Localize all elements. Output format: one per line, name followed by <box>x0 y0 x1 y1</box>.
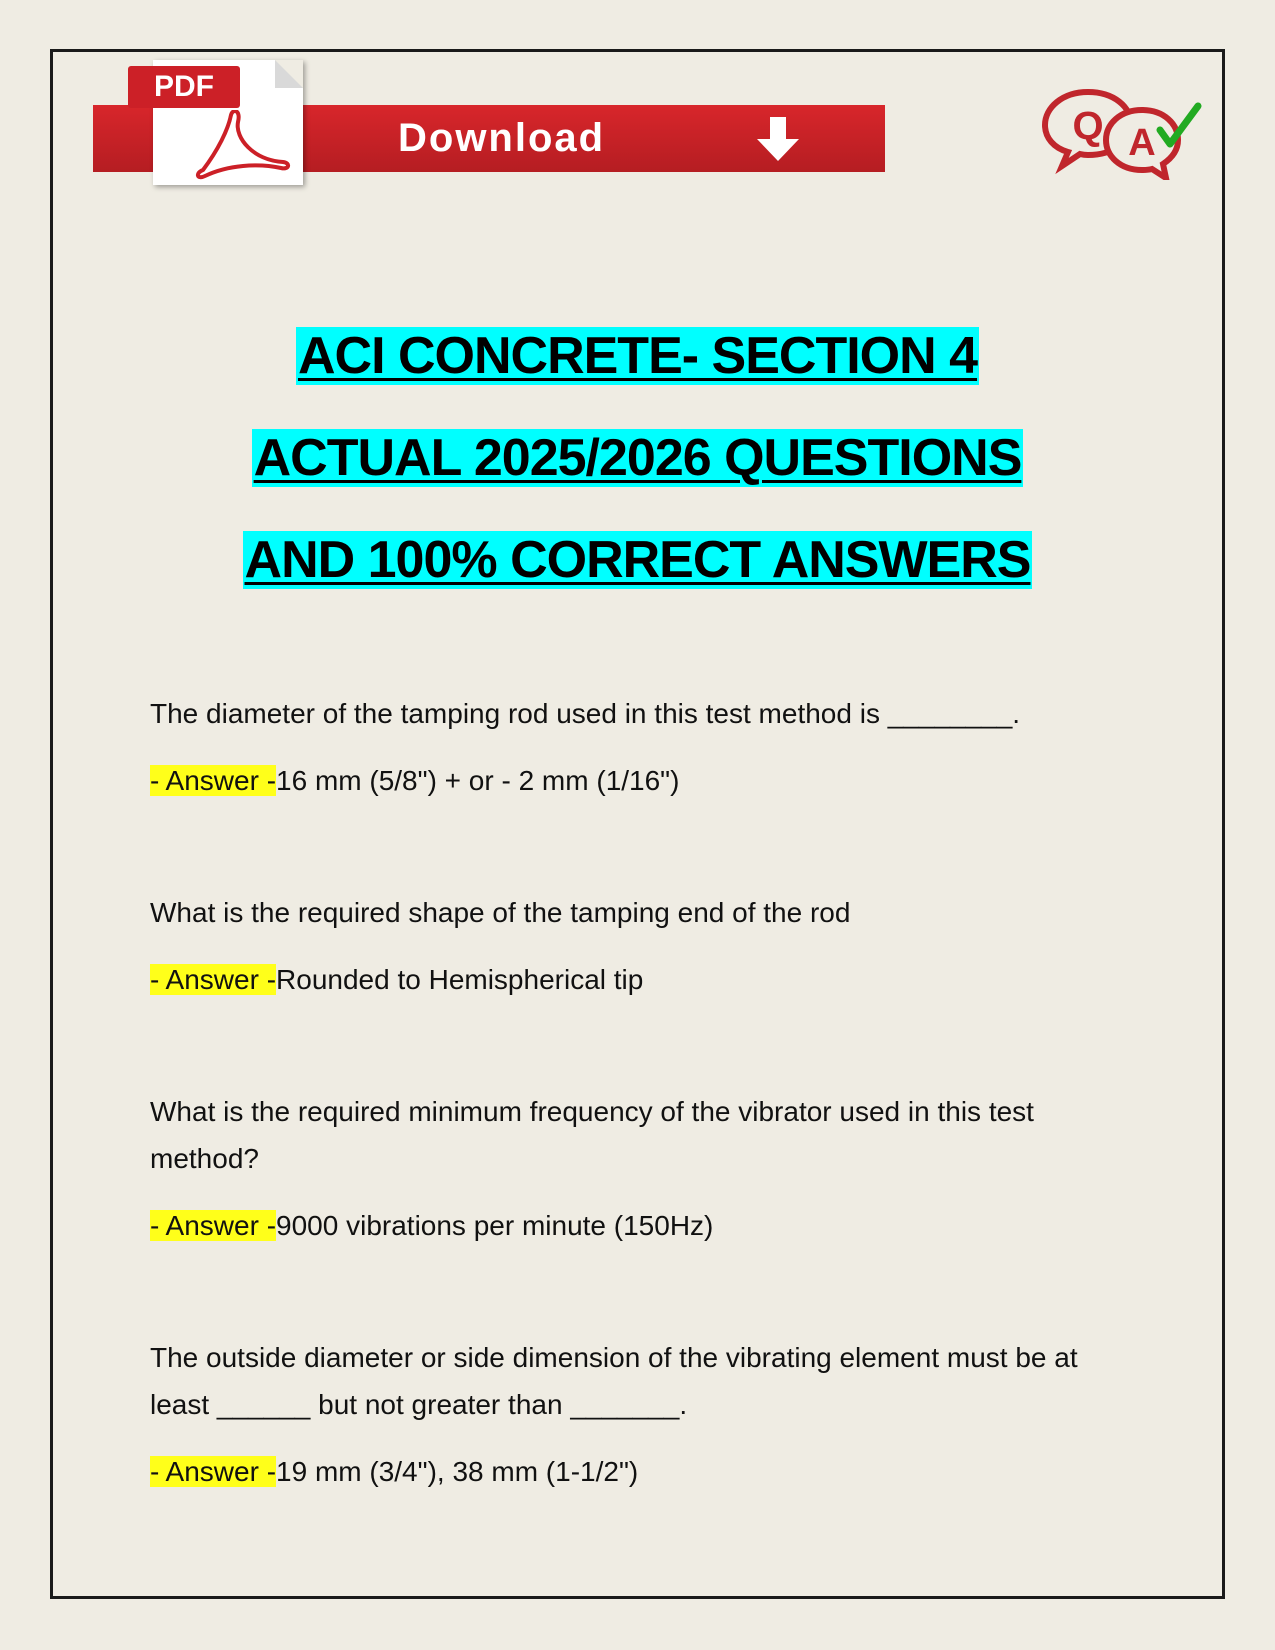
answer-line <box>150 1202 1110 1249</box>
qa-item <box>150 889 1110 1003</box>
svg-text:A: A <box>1128 122 1156 164</box>
qa-item <box>150 690 1110 804</box>
qa-item <box>150 1334 1110 1495</box>
pdf-download-banner[interactable] <box>93 60 885 185</box>
question-text: What is the required shape of the tamping end of the rod <box>150 897 851 928</box>
qa-list <box>150 690 1110 1580</box>
qa-logo <box>1040 80 1210 180</box>
title-text: ACTUAL 2025/2026 QUESTIONS <box>253 429 1022 487</box>
download-label[interactable]: Download <box>398 116 606 160</box>
answer-text: 19 mm (3/4"), 38 mm (1-1/2") <box>276 1456 639 1487</box>
answer-text: Rounded to Hemispherical tip <box>276 964 644 995</box>
answer-tag: - Answer - <box>150 1210 277 1241</box>
answer-tag: - Answer - <box>150 1456 277 1487</box>
pdf-label: PDF <box>128 66 240 108</box>
qa-item <box>150 1088 1110 1249</box>
answer-line <box>150 956 1110 1003</box>
question-text: What is the required minimum frequency of the vibrator used in this test method? <box>150 1096 1034 1174</box>
title-line <box>0 509 1275 611</box>
question-text: The diameter of the tamping rod used in this test method is ________. <box>150 698 1021 729</box>
title-text: AND 100% CORRECT ANSWERS <box>244 531 1031 589</box>
answer-tag: - Answer - <box>150 765 277 796</box>
answer-text: 16 mm (5/8") + or - 2 mm (1/16") <box>276 765 680 796</box>
download-arrow-icon[interactable] <box>753 115 803 165</box>
svg-text:Q: Q <box>1072 104 1104 148</box>
document-title <box>0 305 1275 611</box>
acrobat-icon <box>183 110 293 180</box>
title-line <box>0 305 1275 407</box>
answer-tag: - Answer - <box>150 964 277 995</box>
page-fold-icon <box>275 60 303 88</box>
answer-line <box>150 1448 1110 1495</box>
title-text: ACI CONCRETE- SECTION 4 <box>297 327 978 385</box>
answer-line <box>150 757 1110 804</box>
question-text: The outside diameter or side dimension of the vibrating element must be at least ______ but not greater than _______. <box>150 1342 1078 1420</box>
title-line <box>0 407 1275 509</box>
answer-text: 9000 vibrations per minute (150Hz) <box>276 1210 714 1241</box>
